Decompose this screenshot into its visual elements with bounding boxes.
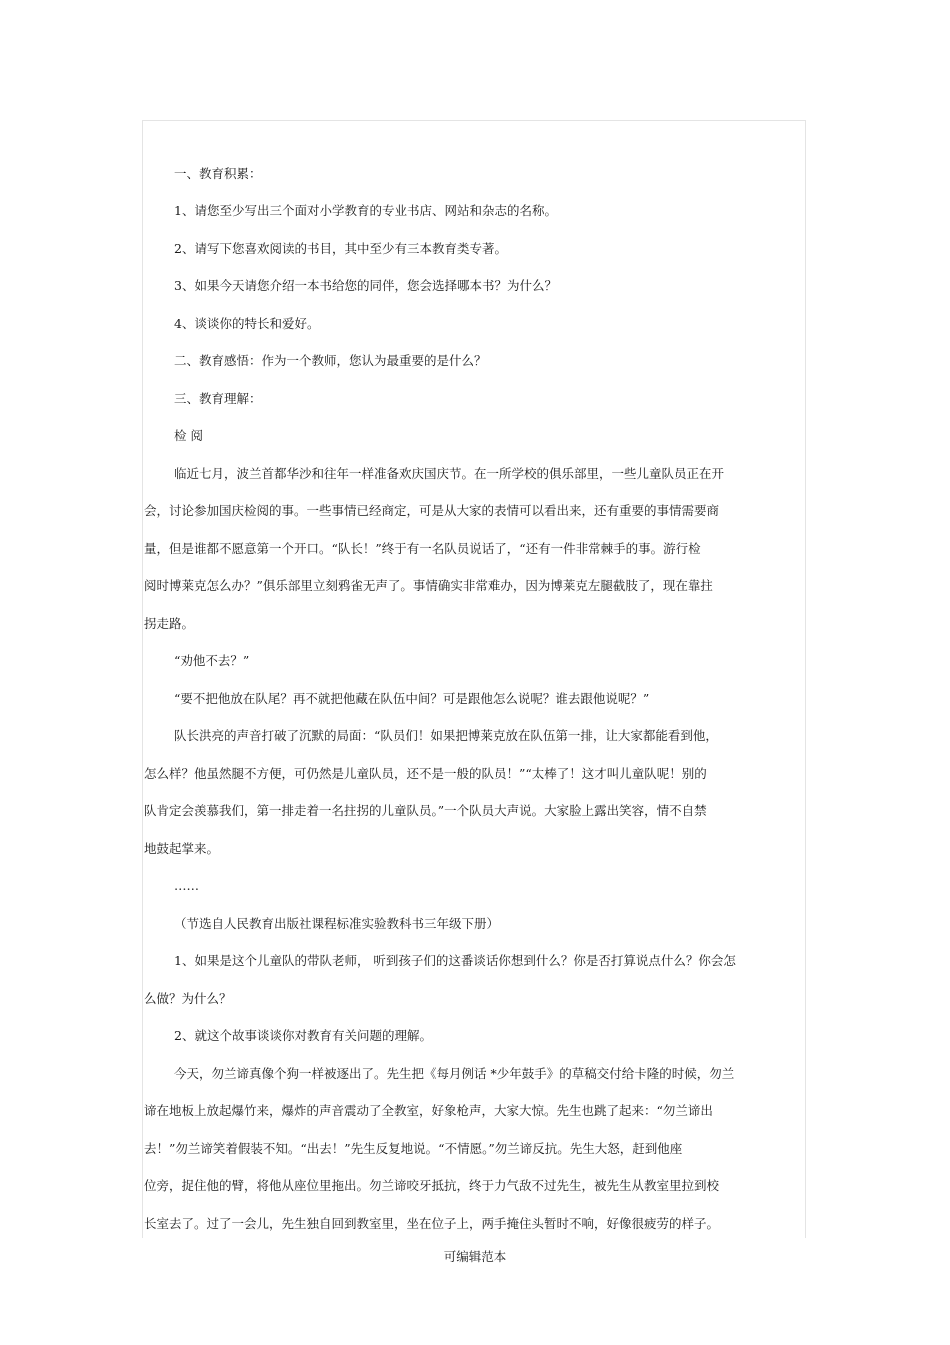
- source-note: （节选自人民教育出版社课程标准实验教科书三年级下册）: [174, 916, 500, 931]
- story-paragraph-line: 地鼓起掌来。: [144, 841, 220, 856]
- story-paragraph-line: 临近七月，波兰首都华沙和往年一样准备欢庆国庆节。在一所学校的俱乐部里，一些儿童队员正在开: [174, 466, 725, 481]
- story-dialogue-line: “劝他不去？”: [174, 653, 250, 668]
- question-1: 1、请您至少写出三个面对小学教育的专业书店、网站和杂志的名称。: [174, 203, 557, 218]
- second-story-line: 谛在地板上放起爆竹来，爆炸的声音震动了全教室，好象枪声，大家大惊。先生也跳了起来：“勿兰谛出: [144, 1103, 713, 1118]
- question-4: 4、谈谈你的特长和爱好。: [174, 316, 320, 331]
- story-paragraph-line: 阅时博莱克怎么办？”俱乐部里立刻鸦雀无声了。事情确实非常难办，因为博莱克左腿截肢了，现在靠拄: [144, 578, 713, 593]
- story-paragraph-line: 会，讨论参加国庆检阅的事。一些事情已经商定，可是从大家的表情可以看出来，还有重要的事情需要商: [144, 503, 720, 518]
- second-story-line: 去！”勿兰谛笑着假装不知。“出去！”先生反复地说。“不情愿。”勿兰谛反抗。先生大怒，赶到他座: [144, 1141, 683, 1156]
- section-heading-reflection: 二、教育感悟：作为一个教师，您认为最重要的是什么？: [174, 353, 487, 368]
- page-frame: [142, 120, 806, 1238]
- story-question-2: 2、就这个故事谈谈你对教育有关问题的理解。: [174, 1028, 432, 1043]
- question-2: 2、请写下您喜欢阅读的书目，其中至少有三本教育类专著。: [174, 241, 507, 256]
- story-paragraph-line: 队肯定会羡慕我们，第一排走着一名拄拐的儿童队员。”一个队员大声说。大家脸上露出笑容，情不自禁: [144, 803, 707, 818]
- story-paragraph-line: 怎么样？他虽然腿不方便，可仍然是儿童队员，还不是一般的队员！”“太棒了！这才叫儿童队呢！别的: [144, 766, 707, 781]
- story-paragraph-line: 队长洪亮的声音打破了沉默的局面：“队员们！如果把博莱克放在队伍第一排，让大家都能看到他，: [174, 728, 718, 743]
- page-footer: 可编辑范本: [443, 1249, 507, 1264]
- second-story-line: 今天，勿兰谛真像个狗一样被逐出了。先生把《每月例话 *少年鼓手》的草稿交付给卡隆的时候，勿兰: [174, 1066, 735, 1081]
- second-story-line: 位旁，捉住他的臂，将他从座位里拖出。勿兰谛咬牙抵抗，终于力气敌不过先生，被先生从教室里拉到校: [144, 1178, 720, 1193]
- story-title: 检 阅: [174, 428, 203, 443]
- story-question-1-continued: 么做？为什么？: [144, 991, 232, 1006]
- section-heading-understanding: 三、教育理解：: [174, 391, 262, 406]
- story-paragraph-line: 拐走路。: [144, 616, 195, 631]
- second-story-line: 长室去了。过了一会儿，先生独自回到教室里，坐在位子上，两手掩住头暂时不响，好像很疲劳的样子。: [144, 1216, 720, 1231]
- section-heading-accumulation: 一、教育积累：: [174, 166, 262, 181]
- story-paragraph-line: 量，但是谁都不愿意第一个开口。“队长！”终于有一名队员说话了，“还有一件非常棘手的事。游行检: [144, 541, 701, 556]
- story-question-1: 1、如果是这个儿童队的带队老师， 听到孩子们的这番谈话你想到什么？你是否打算说点什么？你会怎: [174, 953, 736, 968]
- story-dialogue-line: “要不把他放在队尾？再不就把他藏在队伍中间？可是跟他怎么说呢？谁去跟他说呢？”: [174, 691, 650, 706]
- question-3: 3、如果今天请您介绍一本书给您的同伴，您会选择哪本书？为什么？: [174, 278, 557, 293]
- ellipsis: ……: [174, 878, 199, 893]
